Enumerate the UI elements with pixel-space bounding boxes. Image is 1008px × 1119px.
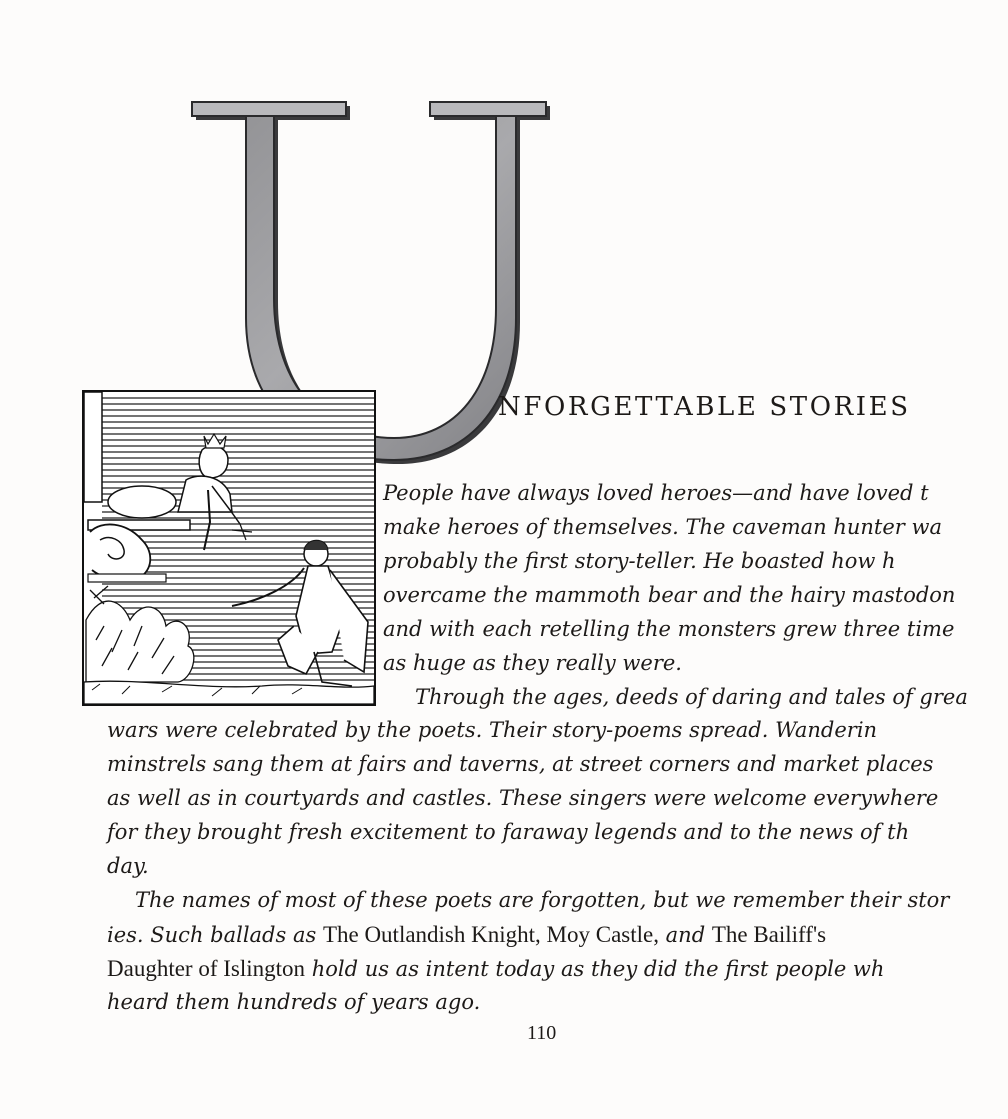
paragraph3-line xyxy=(107,918,826,952)
paragraph2-line: as well as in courtyards and castles. These singers were welcome everywhere xyxy=(107,786,939,810)
paragraph3-line: heard them hundreds of years ago. xyxy=(107,990,481,1014)
paragraph3-line: The names of most of these poets are forgotten, but we remember their stor xyxy=(135,888,950,912)
paragraph3-text: ies. Such ballads as xyxy=(107,923,323,947)
paragraph2-line: wars were celebrated by the poets. Their story-poems spread. Wanderin xyxy=(107,718,878,742)
paragraph3-line xyxy=(107,952,884,986)
paragraph1-line: probably the first story-teller. He boasted how h xyxy=(383,549,896,573)
ballad-title: The Bailiff's xyxy=(711,922,827,947)
paragraph1-line: overcame the mammoth bear and the hairy mastodon xyxy=(383,583,956,607)
paragraph2-line: Through the ages, deeds of daring and tales of grea xyxy=(415,685,968,709)
paragraph3-text: and xyxy=(658,923,712,947)
paragraph1-line: as huge as they really were. xyxy=(383,651,682,675)
woodcut-illustration xyxy=(82,390,376,706)
paragraph1-line: make heroes of themselves. The caveman hunter wa xyxy=(383,515,943,539)
paragraph1-line: and with each retelling the monsters grew three time xyxy=(383,617,955,641)
paragraph1-line: People have always loved heroes—and have loved t xyxy=(383,481,929,505)
paragraph2-line: minstrels sang them at fairs and taverns, at street corners and market places xyxy=(107,752,934,776)
paragraph3-text: hold us as intent today as they did the first people wh xyxy=(305,957,885,981)
ballad-title: Daughter of Islington xyxy=(107,956,306,981)
paragraph2-line: day. xyxy=(107,854,149,878)
paragraph2-line: for they brought fresh excitement to faraway legends and to the news of th xyxy=(107,820,910,844)
ballad-title: The Outlandish Knight, Moy Castle, xyxy=(322,922,659,947)
chapter-title: NFORGETTABLE STORIES xyxy=(498,392,911,422)
page-number: 110 xyxy=(527,1022,557,1044)
